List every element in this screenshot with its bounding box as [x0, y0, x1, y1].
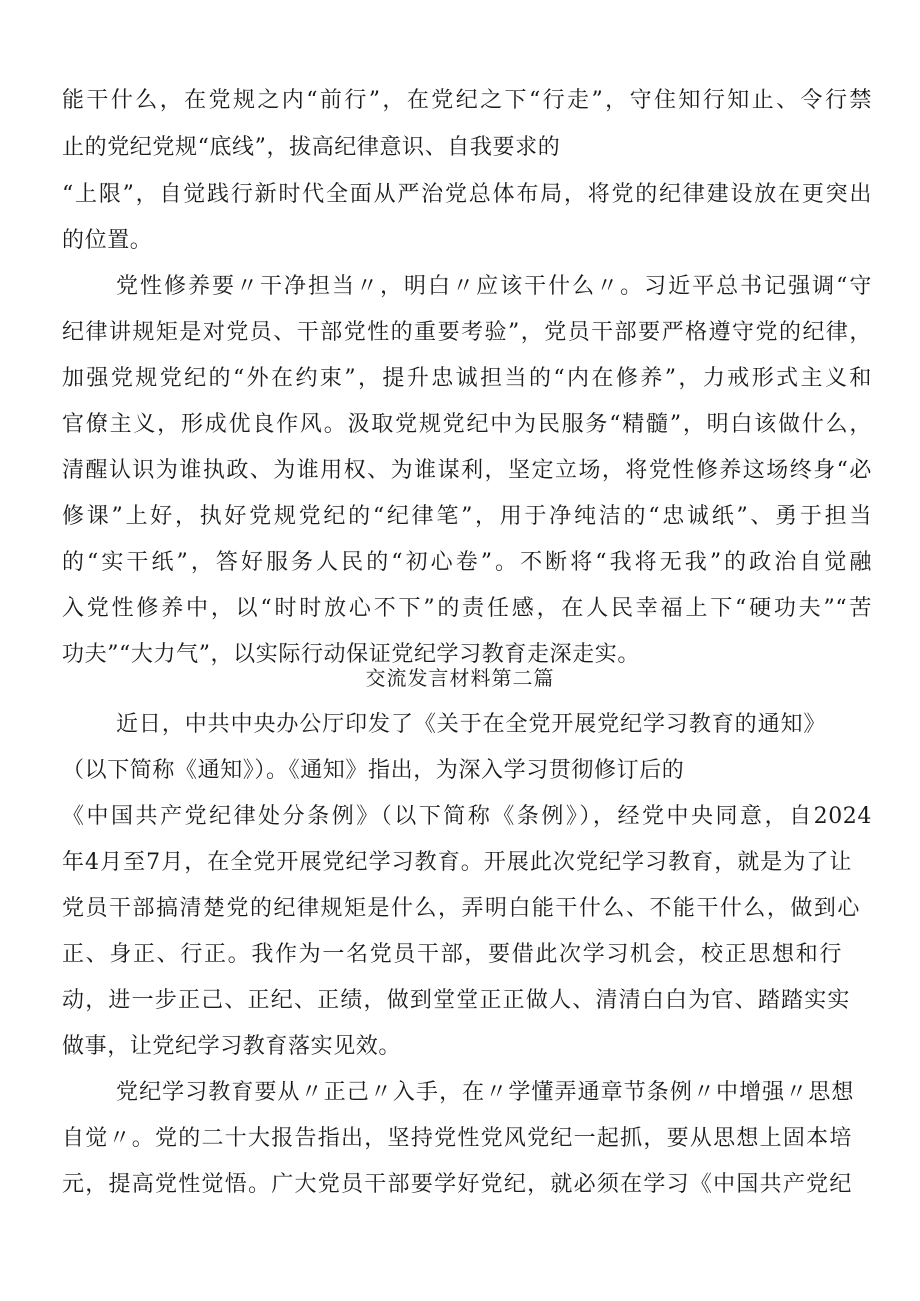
text-line: 年4月至7月，在全党开展党纪学习教育。开展此次党纪学习教育，就是为了让: [62, 850, 852, 875]
text-line: 官僚主义，形成优良作风。汲取党规党纪中为民服务“精髓”，明白该做什么，: [62, 412, 872, 437]
text-line: 元，提高党性觉悟。广大党员干部要学好党纪，就必须在学习《中国共产党纪: [62, 1172, 852, 1197]
text-line: “上限”，自觉践行新时代全面从严治党总体布局，将党的纪律建设放在更突出: [62, 182, 872, 207]
text-line: 清醒认识为谁执政、为谁用权、为谁谋利，坚定立场，将党性修养这场终身“必: [62, 458, 872, 483]
text-line: 党员干部搞清楚党的纪律规矩是什么，弄明白能干什么、不能干什么，做到心: [62, 896, 860, 921]
text-line: 修课”上好，执好党规党纪的“纪律笔”，用于净纯洁的“忠诚纸”、勇于担当: [62, 504, 872, 529]
text-line: 入党性修养中，以“时时放心不下”的责任感，在人民幸福上下“硬功夫”“苦: [62, 596, 872, 621]
paragraph-first-line: 党纪学习教育要从〃正己〃入手，在〃学懂弄通章节条例〃中增强〃思想: [116, 1080, 854, 1105]
text-line: 加强党规党纪的“外在约束”，提升忠诚担当的“内在修养”，力戒形式主义和: [62, 366, 872, 391]
text-line: 动，进一步正己、正纪、正绩，做到堂堂正正做人、清清白白为官、踏踏实实: [62, 988, 850, 1013]
paragraph-first-line: 党性修养要〃干净担当〃，明白〃应该干什么〃。习近平总书记强调“守: [116, 274, 872, 299]
text-line: 功夫”“大力气”，以实际行动保证党纪学习教育走深走实。: [62, 642, 640, 667]
text-line: 止的党纪党规“底线”，拔高纪律意识、自我要求的: [62, 135, 561, 160]
text-line: 的“实干纸”，答好服务人民的“初心卷”。不断将“我将无我”的政治自觉融: [62, 550, 872, 575]
text-line: 正、身正、行正。我作为一名党员干部，要借此次学习机会，校正思想和行: [62, 942, 842, 967]
text-line: 纪律讲规矩是对党员、干部党性的重要考验”，党员干部要严格遵守党的纪律，: [62, 320, 872, 345]
paragraph-first-line: 近日，中共中央办公厅印发了《关于在全党开展党纪学习教育的通知》: [116, 712, 826, 737]
text-line: （以下简称《通知》）。《通知》指出，为深入学习贯彻修订后的: [62, 758, 685, 783]
section-heading: 交流发言材料第二篇: [365, 666, 555, 690]
text-line: 能干什么，在党规之内“前行”，在党纪之下“行走”，守住知行知止、令行禁: [62, 88, 872, 113]
text-line: 做事，让党纪学习教育落实见效。: [62, 1034, 402, 1059]
text-line: 《中国共产党纪律处分条例》（以下简称《条例》），经党中央同意，自2024: [62, 804, 872, 829]
text-line: 自觉〃。党的二十大报告指出，坚持党性党风党纪一起抓，要从思想上固本培: [62, 1126, 852, 1151]
text-line: 的位置。: [62, 228, 153, 253]
